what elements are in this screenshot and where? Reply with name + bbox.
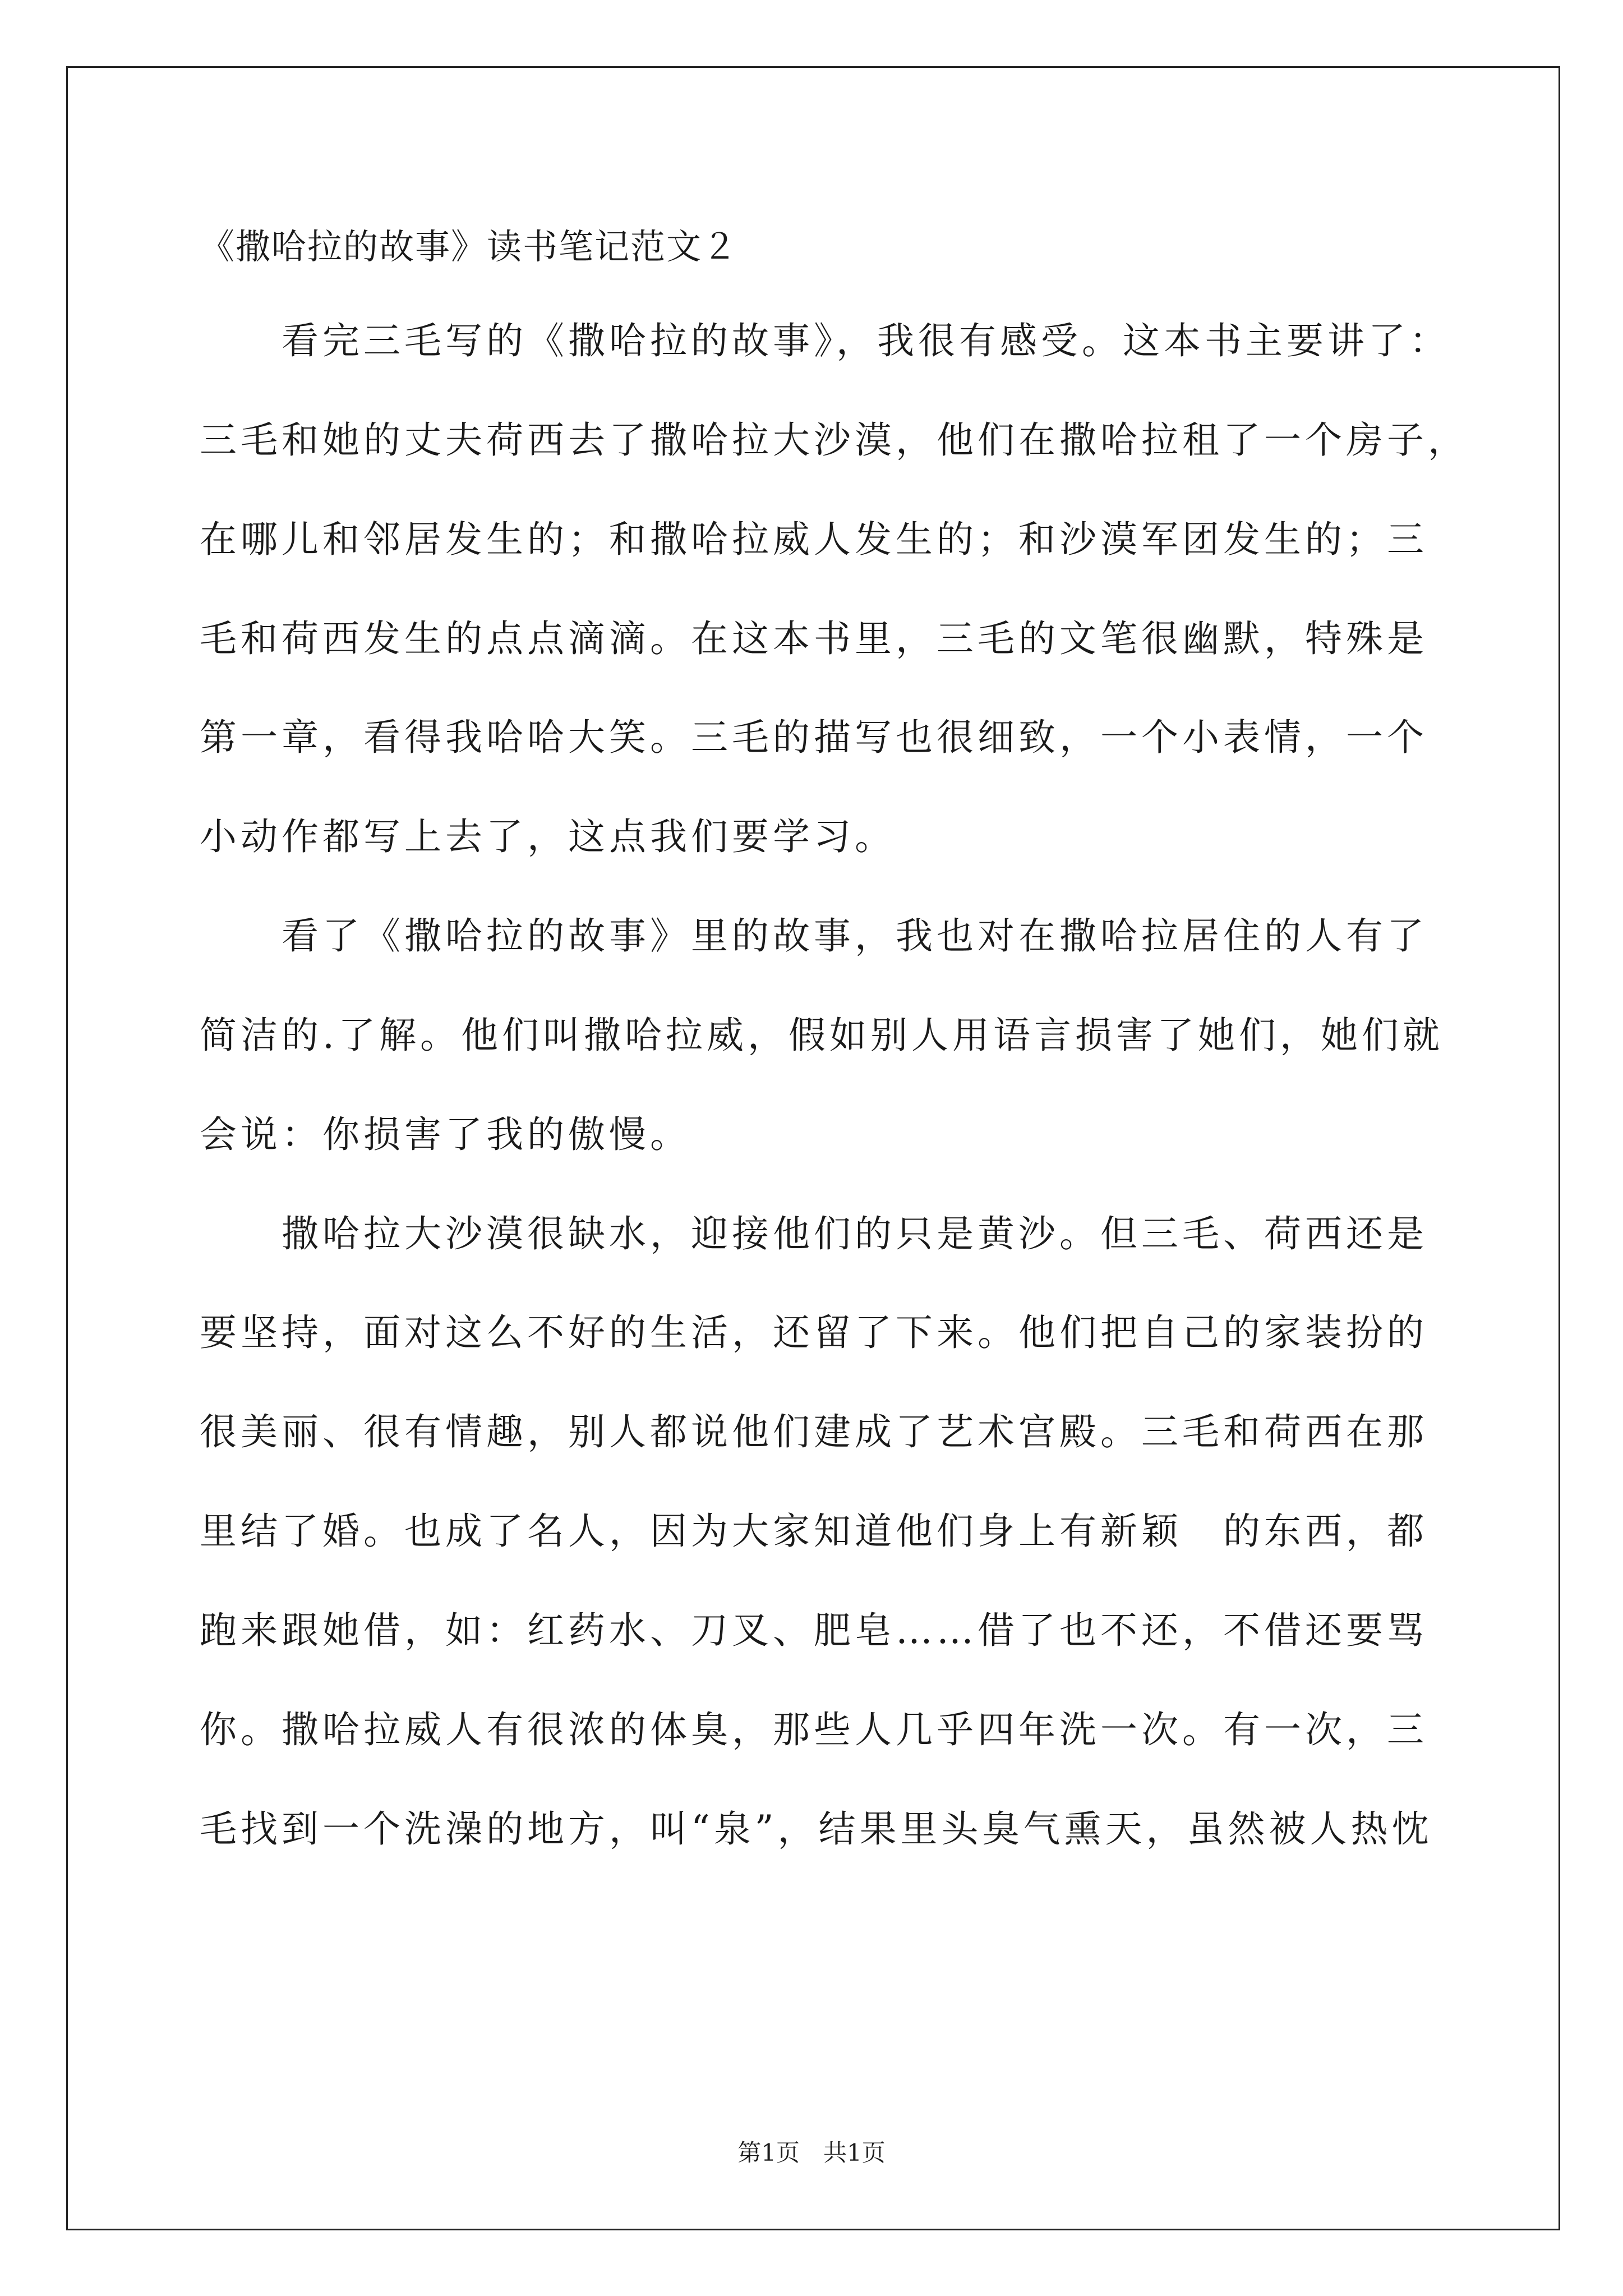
paragraph-line: 毛和荷西发生的点点滴滴。在这本书里，三毛的文笔很幽默，特殊是 (200, 617, 1428, 660)
paragraph-line: 看了《撒哈拉的故事》里的故事，我也对在撒哈拉居住的人有了 (282, 914, 1428, 958)
paragraph-line: 会说：你损害了我的傲慢。 (200, 1113, 691, 1156)
paragraph-line: 在哪儿和邻居发生的；和撒哈拉威人发生的；和沙漠军团发生的；三 (200, 518, 1428, 561)
paragraph-line: 要坚持，面对这么不好的生活，还留了下来。他们把自己的家装扮的 (200, 1311, 1428, 1354)
paragraph-line: 毛找到一个洗澡的地方，叫“泉”，结果里头臭气熏天，虽然被人热忱 (200, 1807, 1433, 1851)
paragraph-line: 很美丽、很有情趣，别人都说他们建成了艺术宫殿。三毛和荷西在那 (200, 1410, 1428, 1453)
paragraph-line: 撒哈拉大沙漠很缺水，迎接他们的只是黄沙。但三毛、荷西还是 (282, 1212, 1428, 1255)
paragraph-line: 简洁的.了解。他们叫撒哈拉威，假如别人用语言损害了她们，她们就 (200, 1014, 1444, 1057)
paragraph-line: 你。撒哈拉威人有很浓的体臭，那些人几乎四年洗一次。有一次，三 (200, 1708, 1428, 1751)
paragraph-line: 三毛和她的丈夫荷西去了撒哈拉大沙漠，他们在撒哈拉租了一个房子， (200, 418, 1469, 462)
paragraph-line: 第一章，看得我哈哈大笑。三毛的描写也很细致，一个小表情，一个 (200, 716, 1428, 759)
paragraph-line: 看完三毛写的《撒哈拉的故事》，我很有感受。这本书主要讲了： (282, 319, 1450, 362)
document-title: 《撒哈拉的故事》读书笔记范文２ (200, 226, 739, 267)
paragraph-line: 里结了婚。也成了名人，因为大家知道他们身上有新颖 的东西，都 (200, 1510, 1428, 1553)
page-number-footer: 第1页 共1页 (737, 2139, 886, 2166)
paragraph-line: 跑来跟她借，如：红药水、刀叉、肥皂……借了也不还，不借还要骂 (200, 1609, 1428, 1652)
paragraph-line: 小动作都写上去了，这点我们要学习。 (200, 815, 896, 858)
